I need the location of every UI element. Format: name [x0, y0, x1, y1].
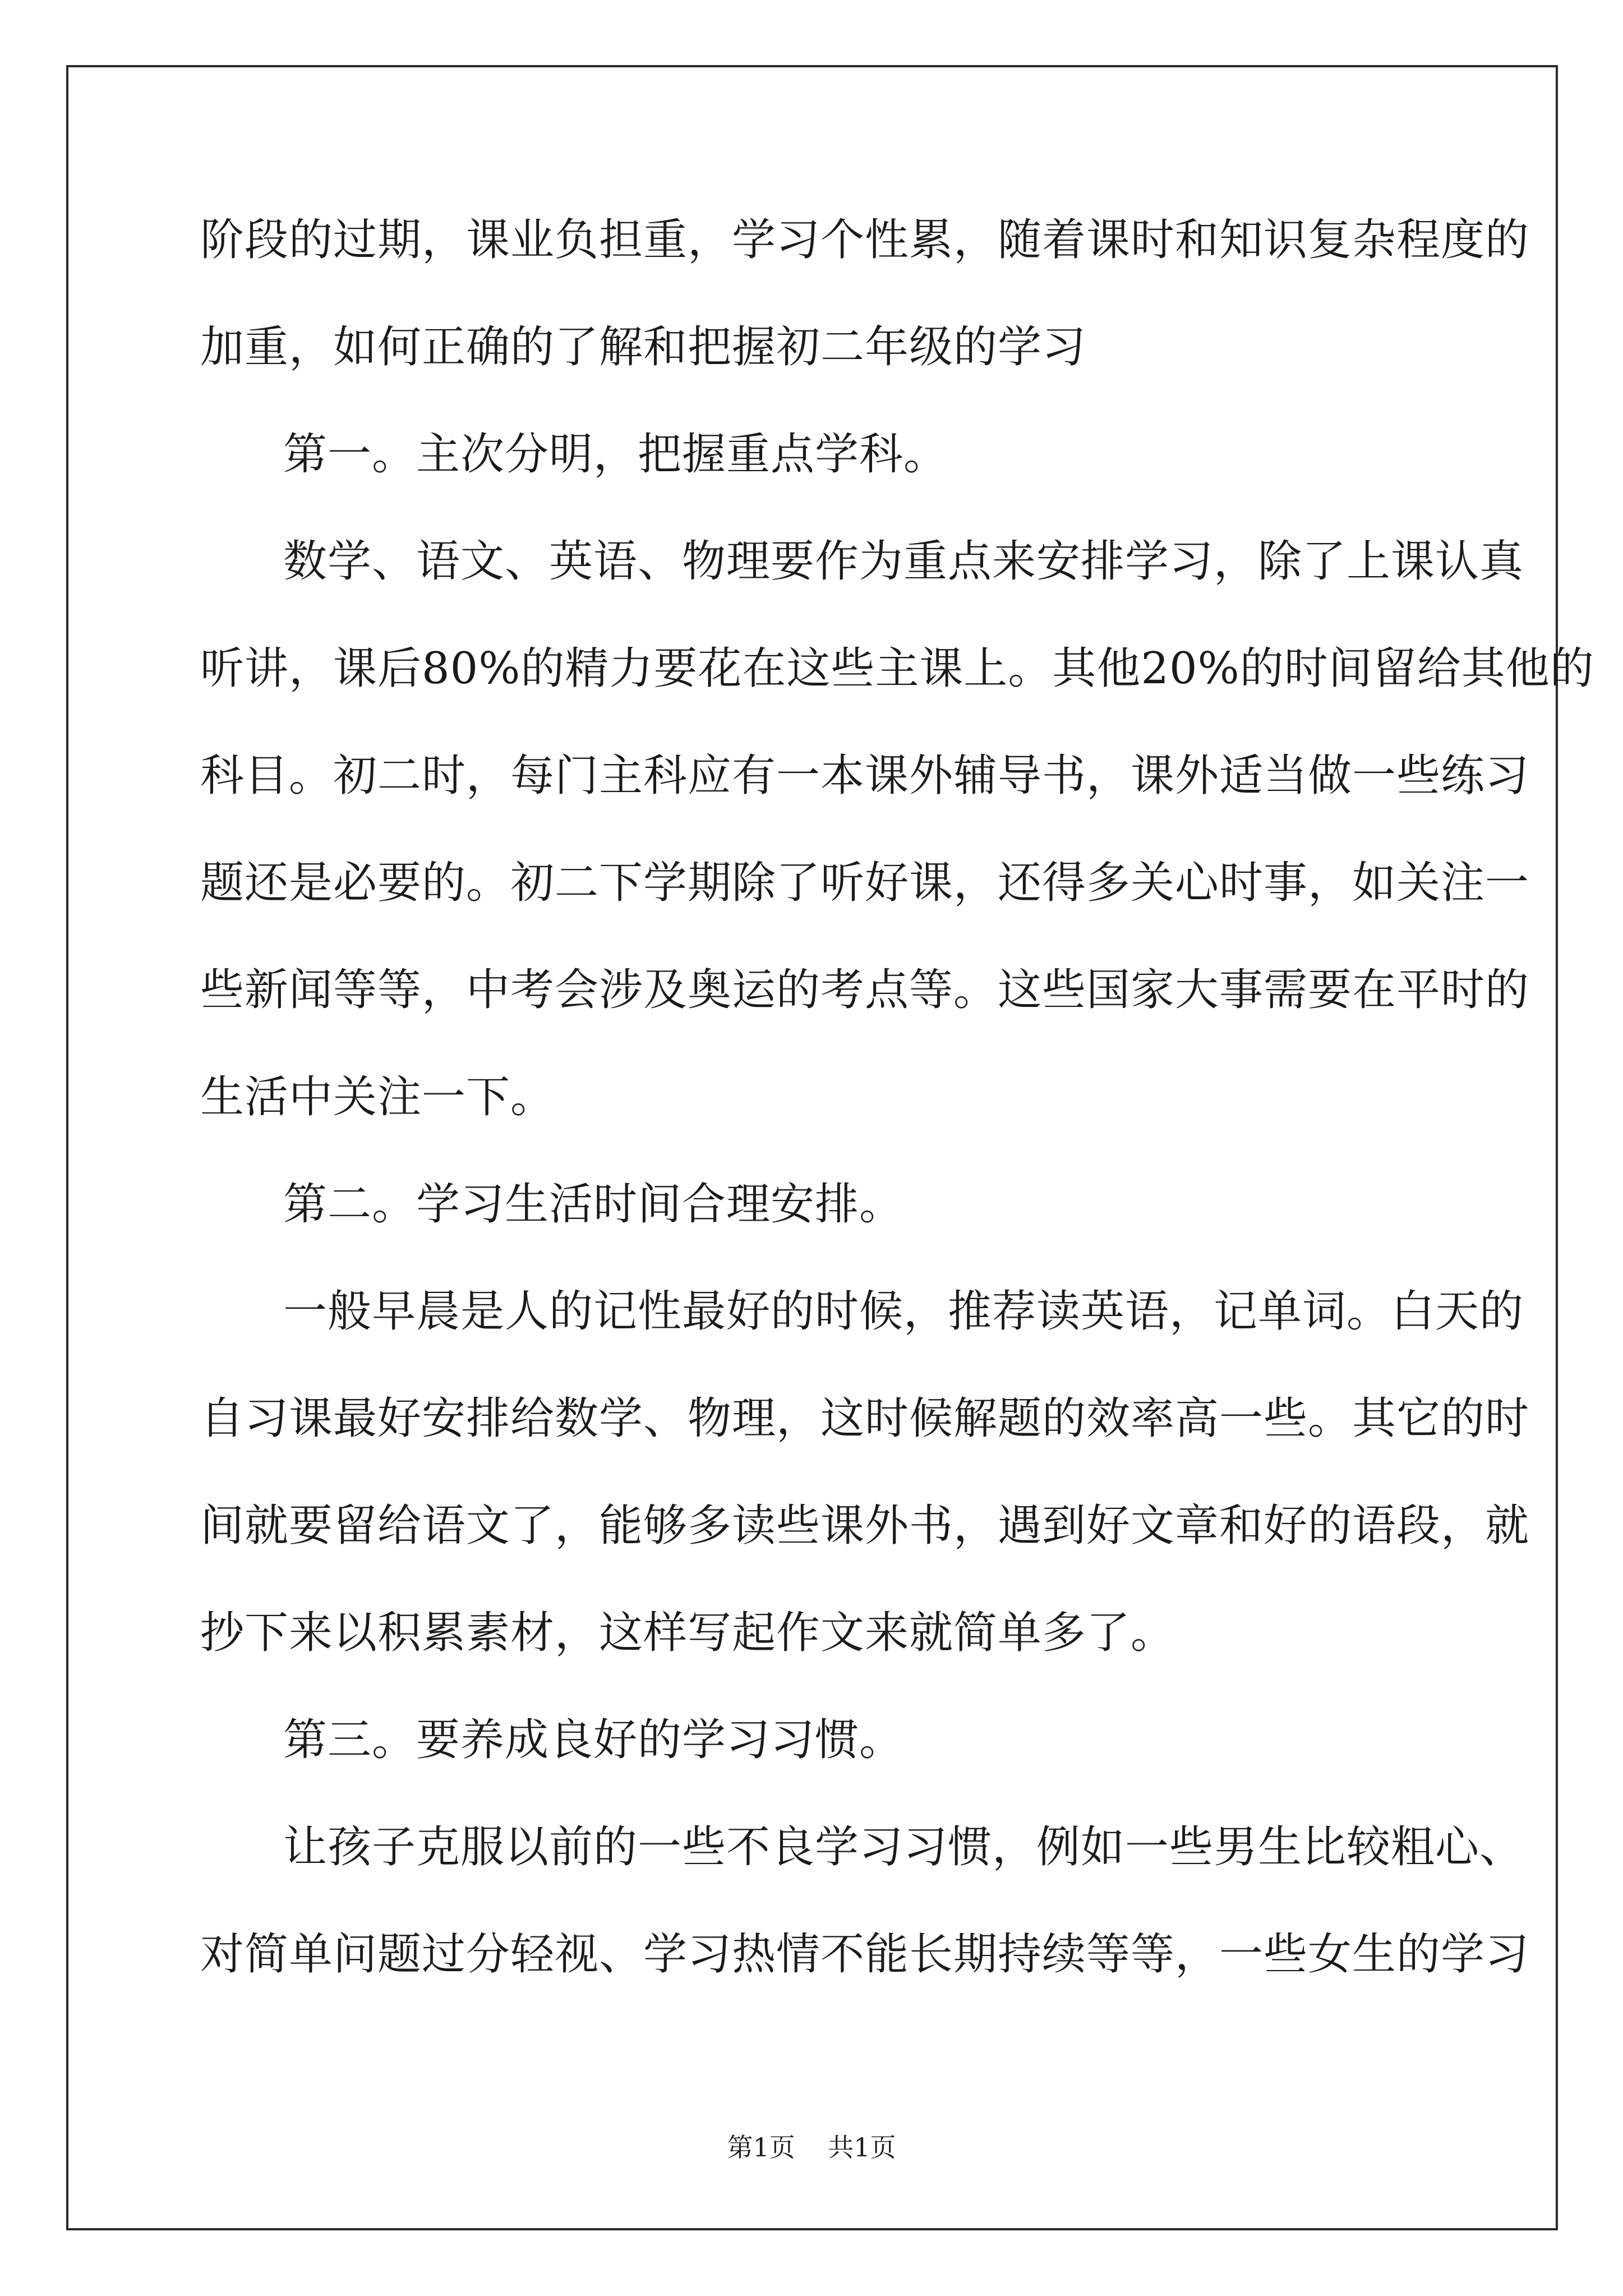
section-heading-2: 第二。学习生活时间合理安排。: [283, 1179, 904, 1230]
body-line-2: 加重，如何正确的了解和把握初二年级的学习: [200, 322, 1087, 372]
document-body: [200, 208, 1594, 2029]
body-line-1: 阶段的过期，课业负担重，学习个性累，随着课时和知识复杂程度的: [200, 215, 1530, 265]
body-line-8: 些新闻等等，中考会涉及奥运的考点等。这些国家大事需要在平时的: [200, 965, 1530, 1015]
body-line-5: 听讲，课后80%的精力要花在这些主课上。其他20%的时间留给其他的: [200, 643, 1594, 694]
body-line-7: 题还是必要的。初二下学期除了听好课，还得多关心时事，如关注一: [200, 858, 1530, 908]
body-line-6: 科目。初二时，每门主科应有一本课外辅导书，课外适当做一些练习: [200, 751, 1530, 801]
page-footer: [0, 2131, 1623, 2164]
body-line-12: 自习课最好安排给数学、物理，这时候解题的效率高一些。其它的时: [200, 1393, 1530, 1444]
body-line-11: 一般早晨是人的记性最好的时候，推荐读英语，记单词。白天的: [283, 1286, 1524, 1337]
page-total: 共1页: [828, 2132, 896, 2162]
body-line-9: 生活中关注一下。: [200, 1072, 555, 1122]
body-line-17: 对简单问题过分轻视、学习热情不能长期持续等等，一些女生的学习: [200, 1929, 1530, 1980]
body-line-13: 间就要留给语文了，能够多读些课外书，遇到好文章和好的语段，就: [200, 1501, 1530, 1551]
section-heading-3: 第三。要养成良好的学习习惯。: [283, 1715, 904, 1765]
section-heading-1: 第一。主次分明，把握重点学科。: [283, 429, 948, 480]
body-line-4: 数学、语文、英语、物理要作为重点来安排学习，除了上课认真: [283, 536, 1524, 587]
page-number: 第1页: [727, 2132, 795, 2162]
body-line-14: 抄下来以积累素材，这样写起作文来就简单多了。: [200, 1608, 1175, 1658]
body-line-16: 让孩子克服以前的一些不良学习习惯，例如一些男生比较粗心、: [283, 1822, 1524, 1872]
